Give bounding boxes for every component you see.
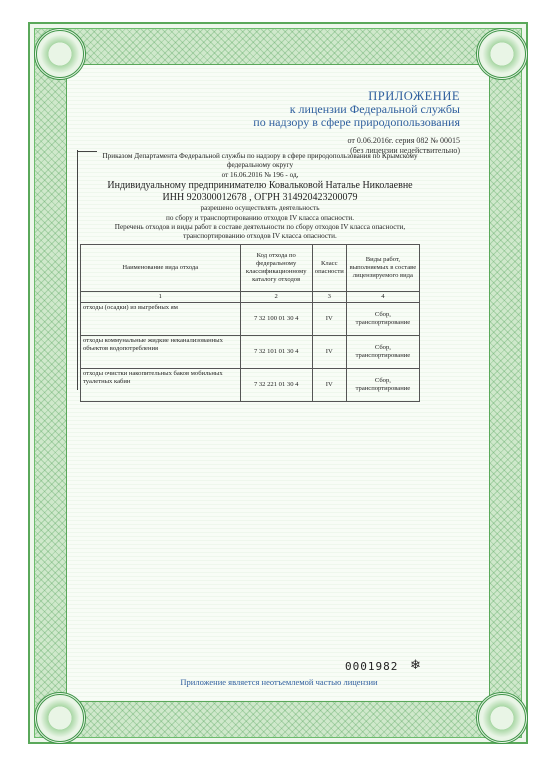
waste-name: отходы очистки накопительных баков мобильных туалетных кабин bbox=[81, 369, 241, 402]
waste-code: 7 32 101 01 30 4 bbox=[240, 336, 312, 369]
hazard-class: IV bbox=[312, 369, 346, 402]
list-intro-line: Перечень отходов и виды работ в составе деятельности по сбору отходов IV класса опасности, bbox=[114, 223, 406, 232]
order-date: от 16.06.2016 № 196 - од, bbox=[221, 170, 299, 179]
corner-ornament-icon bbox=[476, 692, 528, 744]
work-types: Сбор, транспортирование bbox=[346, 369, 419, 402]
column-number: 4 bbox=[346, 292, 419, 303]
list-intro-line: транспортированию отходов IV класса опасности. bbox=[183, 232, 337, 241]
order-text-block bbox=[88, 152, 432, 242]
waste-types-table bbox=[80, 244, 420, 402]
order-line: Приказом Департамента Федеральной службы по надзору в сфере природопользования по Крымскому bbox=[102, 152, 418, 160]
activity-line: по сбору и транспортированию отходов IV класса опасности. bbox=[166, 213, 354, 222]
table-row bbox=[81, 369, 420, 402]
column-number: 3 bbox=[312, 292, 346, 303]
hazard-class: IV bbox=[312, 303, 346, 336]
table-row bbox=[81, 336, 420, 369]
appendix-subtitle-2: по надзору в сфере природопользования bbox=[253, 115, 460, 129]
form-serial-number: 0001982 bbox=[345, 660, 399, 673]
validity-note: (без лицензии недействительно) bbox=[350, 146, 460, 155]
column-number: 2 bbox=[240, 292, 312, 303]
column-number: 1 bbox=[81, 292, 241, 303]
column-header-waste-code: Код отхода по федеральному классификационному каталогу отходов bbox=[240, 245, 312, 292]
column-number-row bbox=[81, 292, 420, 303]
waste-code: 7 32 100 01 30 4 bbox=[240, 303, 312, 336]
corner-ornament-icon bbox=[476, 28, 528, 80]
waste-name: отходы коммунальные жидкие неканализованных объектов водопотребления bbox=[81, 336, 241, 369]
column-header-waste-name: Наименование вида отхода bbox=[81, 245, 241, 292]
table-header-row bbox=[81, 245, 420, 292]
divider bbox=[77, 150, 78, 390]
holder-ids: ИНН 920300012678 , ОГРН 314920423200079 bbox=[162, 192, 358, 204]
appendix-title: ПРИЛОЖЕНИЕ bbox=[368, 89, 460, 103]
corner-ornament-icon bbox=[34, 28, 86, 80]
appendix-subtitle-1: к лицензии Федеральной службы bbox=[289, 102, 460, 116]
work-types: Сбор, транспортирование bbox=[346, 336, 419, 369]
order-line: федеральному округу bbox=[226, 161, 294, 170]
column-header-work-types: Виды работ, выполняемых в составе лицензируемого вида bbox=[346, 245, 419, 292]
table-row bbox=[81, 303, 420, 336]
permission-line: разрешено осуществлять деятельность bbox=[200, 204, 320, 213]
snowflake-mark-icon: ❄ bbox=[410, 657, 421, 672]
license-date-serial: от 0.06.2016г. серия 082 № 00015 bbox=[347, 136, 460, 145]
work-types: Сбор, транспортирование bbox=[346, 303, 419, 336]
waste-name: отходы (осадки) из выгребных ям bbox=[81, 303, 241, 336]
license-holder: Индивидуальному предпринимателю Ковальковой Натальe Николаевне bbox=[107, 180, 413, 192]
column-header-hazard-class: Класс опасности bbox=[312, 245, 346, 292]
hazard-class: IV bbox=[312, 336, 346, 369]
corner-ornament-icon bbox=[34, 692, 86, 744]
footer-note: Приложение является неотъемлемой частью лицензии bbox=[180, 677, 378, 687]
waste-code: 7 32 221 01 30 4 bbox=[240, 369, 312, 402]
